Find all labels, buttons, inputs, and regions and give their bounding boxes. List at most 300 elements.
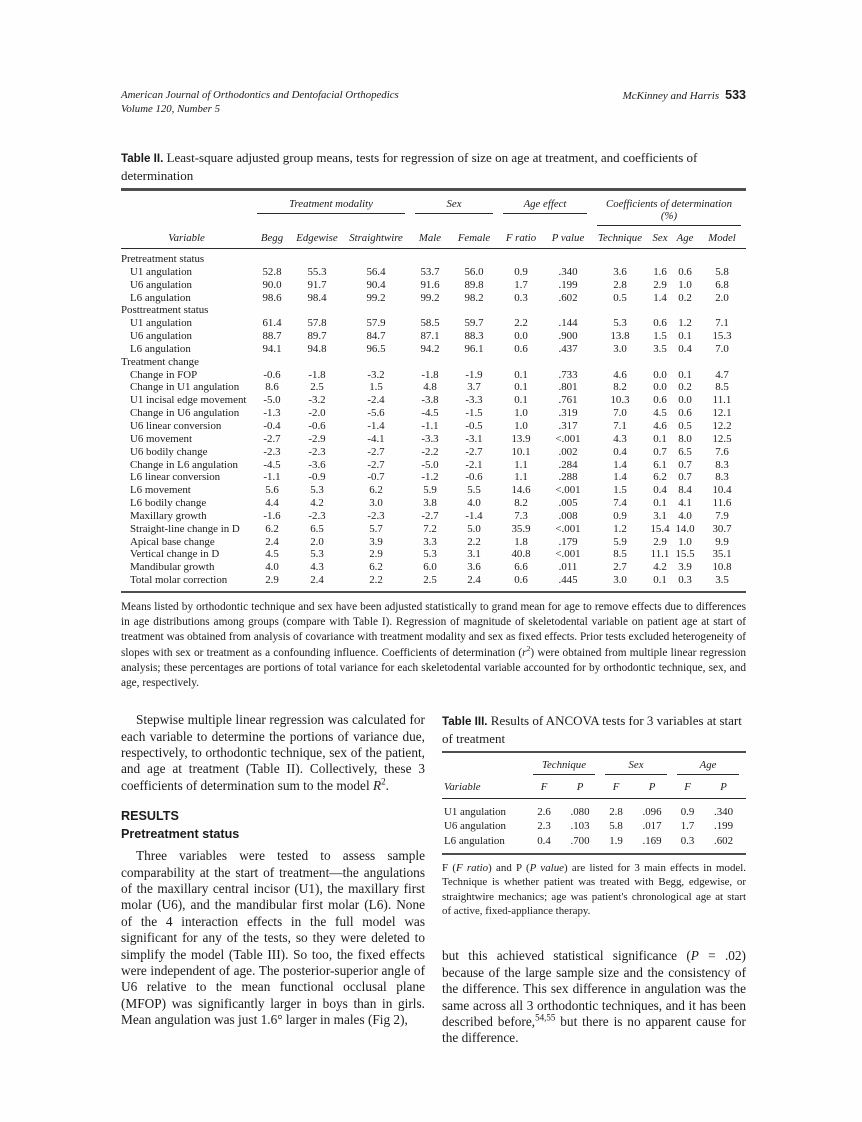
col-group-coefficients — [592, 198, 746, 226]
table2-value: 6.2 — [653, 471, 667, 484]
journal-volume: Volume 120, Number 5 — [121, 103, 220, 115]
table2-row-label: Vertical change in D — [130, 548, 220, 561]
col-header-straightwire: Straightwire — [349, 232, 403, 244]
table3-value: .199 — [713, 820, 734, 833]
table2-value: 6.5 — [678, 445, 692, 458]
table2-value: 3.9 — [678, 561, 692, 574]
table2-value: -1.5 — [465, 407, 483, 420]
table2-value: 8.5 — [715, 381, 729, 394]
table2-value: <.001 — [555, 432, 581, 445]
authors: McKinney and Harris — [622, 90, 720, 102]
table2-value: 2.9 — [369, 548, 383, 561]
table2-value: 5.8 — [715, 265, 729, 278]
table2-value: -1.8 — [308, 368, 326, 381]
table2-value: 2.4 — [310, 574, 324, 587]
table2-value: -1.8 — [421, 368, 439, 381]
table2-value: 94.2 — [420, 342, 440, 355]
table2-value: -4.1 — [367, 432, 385, 445]
table2-value: 5.9 — [613, 535, 627, 548]
table2-value: 14.6 — [511, 484, 531, 497]
table2-row-label: Change in U1 angulation — [130, 381, 240, 394]
table3-label: Table III. — [442, 715, 488, 729]
table2-value: .733 — [558, 368, 578, 381]
table2-group-header-row — [121, 191, 746, 226]
table3-value: 2.8 — [609, 806, 623, 819]
table2-value: 0.0 — [653, 368, 667, 381]
table2-row-label: Mandibular growth — [130, 561, 215, 574]
table2-value: 2.4 — [265, 535, 279, 548]
table2-value: -2.9 — [308, 432, 326, 445]
table2-row-label: L6 linear conversion — [130, 471, 221, 484]
table2-row-label: L6 angulation — [130, 342, 191, 355]
table2-value: 4.2 — [653, 561, 667, 574]
table2-value: 5.5 — [467, 484, 481, 497]
table2-row — [121, 561, 746, 574]
table2-row-label: Apical base change — [130, 535, 215, 548]
table2-value: 6.0 — [423, 561, 437, 574]
table2-value: 12.2 — [712, 419, 732, 432]
col-group-label: Treatment modality — [257, 198, 405, 214]
table2-value: .005 — [558, 497, 578, 510]
table2-row — [121, 394, 746, 407]
table2-value: 0.4 — [653, 484, 667, 497]
table2-value: -2.7 — [367, 445, 385, 458]
table2-row — [121, 381, 746, 394]
table2-value: 0.4 — [678, 342, 692, 355]
table2-value: 88.3 — [464, 330, 484, 343]
table2-section-row: Treatment change — [121, 355, 199, 368]
table2-value: 4.0 — [678, 509, 692, 522]
results-heading: RESULTS — [121, 809, 179, 824]
table2-value: -2.3 — [308, 509, 326, 522]
italic-P: P — [690, 948, 699, 964]
footnote-italic: P value — [529, 861, 564, 874]
table2-value: 13.9 — [511, 432, 531, 445]
table2-value: 5.7 — [369, 522, 383, 535]
table2-value: 8.2 — [613, 381, 627, 394]
table2-value: 3.8 — [423, 497, 437, 510]
table2-value: 0.0 — [653, 381, 667, 394]
table2-value: -2.3 — [263, 445, 281, 458]
table2-value: 4.7 — [715, 368, 729, 381]
table2-value: .008 — [558, 509, 578, 522]
table2-value: 0.2 — [678, 291, 692, 304]
table2-value: .144 — [558, 317, 578, 330]
paragraph-text: but there is no apparent cause for the difference. — [442, 1014, 746, 1046]
footnote-italic: F ratio — [455, 861, 489, 874]
paragraph-text: = .02) because of the large sample size and the consistency of the difference. This sex difference in angulation was the same across all 3 orthodontic techniques, and it has been described before, — [442, 948, 746, 1030]
table2-value: 94.8 — [307, 342, 327, 355]
table2-value: 13.8 — [610, 330, 630, 343]
table2-caption — [121, 150, 746, 184]
col-group-technique — [528, 759, 600, 775]
table2-row — [121, 420, 746, 433]
table2-value: 2.0 — [310, 535, 324, 548]
table3-caption — [442, 712, 746, 747]
table3-value: 1.9 — [609, 834, 623, 847]
table3-value: .700 — [570, 834, 590, 847]
table2-value: 11.1 — [650, 548, 670, 561]
table2-row-label: U1 incisal edge movement — [130, 394, 247, 407]
table2-value: -5.0 — [263, 394, 281, 407]
table2-value: 10.3 — [610, 394, 630, 407]
table2-value: -5.6 — [367, 407, 385, 420]
table2-row — [121, 343, 746, 356]
footnote-text: ) are listed for 3 main effects in model. Technique is whether patient was treated with Begg, edgewise, or straightwire mechanics; age was patient's chronological age at start of active, fixed-appliance therapy. — [442, 861, 747, 917]
table2-value: 12.1 — [712, 407, 732, 420]
table2-value: 0.3 — [678, 574, 692, 587]
table2-value: 7.3 — [514, 509, 528, 522]
table2-value: 59.7 — [464, 317, 484, 330]
table2-value: -2.1 — [465, 458, 483, 471]
table2-value: 0.9 — [514, 265, 528, 278]
table2-section-row: Pretreatment status — [121, 253, 205, 265]
table2-row — [121, 433, 746, 446]
table2-value: 6.2 — [369, 484, 383, 497]
table2-value: 9.9 — [715, 535, 729, 548]
table2-row-label: L6 bodily change — [130, 497, 207, 510]
table2-value: 14.0 — [675, 522, 695, 535]
table2-value: 4.0 — [467, 497, 481, 510]
table2-value: 2.2 — [467, 535, 481, 548]
table2-value: 6.6 — [514, 561, 528, 574]
paragraph-text: Stepwise multiple linear regression was calculated for each variable to determine the portions of variance due, respectively, to orthodontic technique, sex of the patient, and age at treatment (Table II). Collectively, these 3 coefficients of determination sum to the model — [121, 712, 425, 793]
table2-value: 2.2 — [369, 574, 383, 587]
table2-value: 6.2 — [369, 561, 383, 574]
table2-value: 10.8 — [712, 561, 732, 574]
table2-value: 7.2 — [423, 522, 437, 535]
table2-value: .284 — [558, 458, 578, 471]
table2-footnote — [121, 600, 746, 691]
table2-value: 35.1 — [712, 548, 732, 561]
table2-value: 0.0 — [678, 394, 692, 407]
table2-value: 1.0 — [514, 419, 528, 432]
col-group-label: Technique — [533, 759, 595, 775]
table2-value: 61.4 — [262, 317, 282, 330]
table2-value: -2.7 — [263, 432, 281, 445]
table2-row — [121, 317, 746, 330]
table3-column-header-row — [442, 775, 746, 799]
table2-value: 58.5 — [420, 317, 440, 330]
italic-R: R — [372, 777, 382, 793]
table2-value: 0.5 — [678, 419, 692, 432]
table2-value: .437 — [558, 342, 578, 355]
table2-value: 6.5 — [310, 522, 324, 535]
table2-value: 30.7 — [712, 522, 732, 535]
table2-value: 2.9 — [265, 574, 279, 587]
table2-value: 5.3 — [613, 317, 627, 330]
paragraph-stepwise-regression — [121, 712, 425, 794]
footnote-text: ) were obtained from multiple linear regression analysis; these percentages are portions of total variance for each skeletodental variable accounted for by orthodontic technique, sex, and age, respectively. — [121, 646, 746, 689]
table2-value: 0.6 — [514, 574, 528, 587]
table2-value: 3.6 — [613, 265, 627, 278]
table2-value: <.001 — [555, 522, 581, 535]
col-header-age: Age — [676, 232, 694, 244]
table2-row-label: U6 movement — [130, 432, 193, 445]
table2-value: 0.3 — [514, 291, 528, 304]
col-header-technique: Technique — [598, 232, 642, 244]
table2-value: 1.5 — [613, 484, 627, 497]
col-header-f-ratio: F ratio — [505, 232, 537, 244]
table2-value: -4.5 — [421, 407, 439, 420]
table3-row — [442, 834, 746, 848]
table2-value: 4.5 — [265, 548, 279, 561]
table2-row-label: U6 linear conversion — [130, 419, 222, 432]
col-header-p: P — [720, 781, 727, 794]
table2-value: 0.9 — [613, 509, 627, 522]
table2-value: 6.1 — [653, 458, 667, 471]
table2-value: -0.6 — [263, 368, 281, 381]
table2-value: 8.5 — [613, 548, 627, 561]
table2-row-label: L6 movement — [130, 484, 191, 497]
table2-value: 40.8 — [511, 548, 531, 561]
table2-value: 7.1 — [715, 317, 729, 330]
table2-caption-text: Least-square adjusted group means, tests for regression of size on age at treatment, and coefficients of determination — [121, 150, 698, 183]
pretreatment-status-heading: Pretreatment status — [121, 827, 240, 842]
table2-value: 0.2 — [678, 381, 692, 394]
paragraph-significance — [442, 948, 746, 1046]
table2-value: -1.1 — [421, 419, 439, 432]
table2-value: -0.9 — [308, 471, 326, 484]
col-group-age-effect — [498, 198, 592, 226]
table3-value: .169 — [642, 834, 662, 847]
table2-row-label: U1 angulation — [130, 317, 193, 330]
col-header-edgewise: Edgewise — [296, 232, 338, 244]
table2-value: 6.8 — [715, 278, 729, 291]
table2-column-header-row — [121, 226, 746, 249]
paragraph-text: . — [385, 777, 389, 793]
paragraph-text: but this achieved statistical significance ( — [442, 948, 691, 964]
table2-row — [121, 459, 746, 472]
table2-value: 3.3 — [423, 535, 437, 548]
table2-value: 88.7 — [262, 330, 282, 343]
table2-value: 5.0 — [467, 522, 481, 535]
table2-value: 3.5 — [715, 574, 729, 587]
table2-row — [121, 510, 746, 523]
table2-value: 0.1 — [678, 368, 692, 381]
page-number: 533 — [725, 88, 746, 102]
table2-value: -2.2 — [421, 445, 439, 458]
table2-value: 1.2 — [613, 522, 627, 535]
table2-value: .317 — [558, 419, 578, 432]
paragraph-three-variables: Three variables were tested to assess sample comparability at the start of treatment—the angulations of the maxillary central incisor (U1), the maxillary first molar (U6), and the mandibular first molar (L6). None of the 4 interaction effects in the full model was significant for any of the tests, so they were deleted to simplify the model (Table III). So too, the fixed effects were independent of age. The posterior-superior angle of U6 relative to the mean functional occlusal plane (MFOP) was significantly larger in boys than in girls. Mean angulation was just 1.6° larger in males (Fig 2), — [121, 848, 425, 1028]
table2-value: 98.6 — [262, 291, 282, 304]
table3-value: .017 — [642, 820, 662, 833]
table2-row — [121, 292, 746, 305]
table3-value: .080 — [570, 806, 590, 819]
table2-value: 2.9 — [653, 535, 667, 548]
table2-value: 55.3 — [307, 265, 327, 278]
table2-row — [121, 536, 746, 549]
table2-value: -3.2 — [367, 368, 385, 381]
table2-value: 0.7 — [678, 458, 692, 471]
table2-row — [121, 471, 746, 484]
table2-value: 4.6 — [613, 368, 627, 381]
table2-value: 0.1 — [514, 394, 528, 407]
table2-value: 4.6 — [653, 419, 667, 432]
col-header-sex: Sex — [652, 232, 668, 244]
table2-value: 15.5 — [675, 548, 695, 561]
table2-value: 0.1 — [653, 432, 667, 445]
table2-value: 3.1 — [653, 509, 667, 522]
footnote-text: Means listed by orthodontic technique and sex have been adjusted statistically to grand mean for age to remove effects due to differences in age distributions among groups (compare with Table I). Regression of magnitude of skeletodental variable on patient age at start of treatment was obtained from analysis of covariance with treatment modality and sex as fixed effects. Prior tests excluded heterogeneity of slopes with sex or treatment as a confounding influence. Coefficients of determination ( — [121, 600, 746, 659]
table2-row — [121, 548, 746, 561]
table2-row-label: L6 angulation — [130, 291, 191, 304]
table2-value: .801 — [558, 381, 578, 394]
table2-value: 2.5 — [310, 381, 324, 394]
table3-caption-text: Results of ANCOVA tests for 3 variables at start of treatment — [442, 713, 742, 747]
table2-value: -2.7 — [367, 458, 385, 471]
table2-value: 8.3 — [715, 458, 729, 471]
col-group-treatment-modality — [252, 198, 410, 226]
table2-value: -3.1 — [465, 432, 483, 445]
table2-value: -2.3 — [367, 509, 385, 522]
table2-row — [121, 266, 746, 279]
table2-value: 3.9 — [369, 535, 383, 548]
table2-value: 90.4 — [366, 278, 386, 291]
table2-value: -0.4 — [263, 419, 281, 432]
table2-value: 99.2 — [420, 291, 440, 304]
table2-value: 1.4 — [613, 471, 627, 484]
table2-value: 1.1 — [514, 471, 528, 484]
table2-value: -2.7 — [465, 445, 483, 458]
table2-value: 5.3 — [423, 548, 437, 561]
table2-value: 0.1 — [653, 497, 667, 510]
table2-value: 3.0 — [369, 497, 383, 510]
table3-value: .340 — [713, 806, 734, 819]
table2-value: -2.0 — [308, 407, 326, 420]
table2-value: 5.3 — [310, 548, 324, 561]
table2-value: -1.6 — [263, 509, 281, 522]
table2-value: 0.1 — [514, 381, 528, 394]
table2-row — [121, 484, 746, 497]
table2-value: 0.5 — [613, 291, 627, 304]
table2-value: 2.2 — [514, 317, 528, 330]
table2-value: 2.8 — [613, 278, 627, 291]
table2-value: 4.3 — [310, 561, 324, 574]
table2-value: 4.4 — [265, 497, 279, 510]
table2-value: 96.5 — [366, 342, 386, 355]
table2-value: 15.3 — [712, 330, 732, 343]
table2-row-label: U1 angulation — [130, 265, 193, 278]
table2-value: 15.4 — [650, 522, 670, 535]
table3-group-spacer — [442, 759, 528, 775]
table2-value: 1.4 — [653, 291, 667, 304]
table2-value: .602 — [558, 291, 578, 304]
table2-value: 4.0 — [265, 561, 279, 574]
footnote-italic: r — [522, 646, 527, 659]
table2-value: 1.6 — [653, 265, 667, 278]
table3-group-header-row — [442, 753, 746, 775]
table2-value: 1.7 — [514, 278, 528, 291]
table3-row-label: U6 angulation — [444, 820, 507, 833]
table2-value: 2.7 — [613, 561, 627, 574]
col-group-label: Sex — [415, 198, 493, 214]
table2-value: 0.7 — [653, 445, 667, 458]
table3-value: 1.7 — [680, 820, 695, 833]
table2-value: .761 — [558, 394, 578, 407]
table3-row-label: U1 angulation — [444, 806, 507, 819]
page-content — [121, 88, 746, 1047]
col-header-p: P — [576, 781, 584, 794]
table2-value: 11.1 — [712, 394, 732, 407]
table2-row-label: Change in U6 angulation — [130, 407, 240, 420]
table2-value: -3.6 — [308, 458, 326, 471]
table2-value: 6.2 — [265, 522, 279, 535]
table2-value: 7.6 — [715, 445, 729, 458]
table2-value: 53.7 — [420, 265, 440, 278]
col-header-begg: Begg — [260, 232, 284, 244]
table2-group-spacer — [121, 198, 252, 226]
table2-value: -3.8 — [421, 394, 439, 407]
table2-value: 89.8 — [464, 278, 484, 291]
table3-row-label: L6 angulation — [444, 834, 505, 847]
col-group-sex — [600, 759, 672, 775]
table2-value: 10.4 — [712, 484, 732, 497]
table2-value: -2.4 — [367, 394, 385, 407]
table2-value: -3.2 — [308, 394, 326, 407]
col-header-f: F — [612, 781, 620, 794]
table3-value: 5.8 — [609, 820, 623, 833]
table2-value: .002 — [558, 445, 578, 458]
col-header-male: Male — [418, 232, 442, 244]
table2-value: .011 — [558, 561, 578, 574]
table2-value: 1.0 — [514, 407, 528, 420]
col-header-variable: Variable — [168, 232, 205, 244]
table3-value: .103 — [570, 820, 590, 833]
col-header-p-value: P value — [551, 232, 585, 244]
table2-value: 98.2 — [464, 291, 484, 304]
table2-value: 2.4 — [467, 574, 481, 587]
running-head — [121, 88, 746, 116]
table2-value: 4.3 — [613, 432, 627, 445]
table2-value: .340 — [558, 265, 578, 278]
table2-value: 1.0 — [678, 535, 692, 548]
table2-value: 1.1 — [514, 458, 528, 471]
table2-row — [121, 574, 746, 587]
running-head-left — [121, 88, 399, 116]
table2-value: 4.2 — [310, 497, 324, 510]
table3-value: 0.4 — [537, 834, 551, 847]
table2-label: Table II. — [121, 152, 164, 165]
table2-value: -0.6 — [308, 419, 326, 432]
table2-value: 1.2 — [678, 317, 692, 330]
table2-value: -3.3 — [421, 432, 439, 445]
table2-value: 2.5 — [423, 574, 437, 587]
col-header-f: F — [684, 781, 691, 794]
table2-row-label: Straight-line change in D — [130, 522, 240, 535]
table2-value: 84.7 — [366, 330, 386, 343]
footnote-text: ) and P ( — [488, 861, 530, 874]
table2-value: 7.0 — [715, 342, 729, 355]
table2-value: -1.4 — [465, 509, 483, 522]
table2-value: -1.2 — [421, 471, 439, 484]
table2-value: -0.5 — [465, 419, 483, 432]
table2-value: 0.0 — [514, 330, 528, 343]
table2-value: 0.6 — [653, 394, 667, 407]
table2-row-label: Maxillary growth — [130, 509, 207, 522]
table2-value: 7.1 — [613, 419, 627, 432]
table2-value: -1.1 — [263, 471, 281, 484]
footnote-superscript: 2 — [526, 643, 531, 653]
table2-row — [121, 523, 746, 536]
col-group-label: Age — [677, 759, 739, 775]
col-header-model: Model — [708, 232, 736, 244]
table2-value: 57.9 — [366, 317, 386, 330]
journal-title: American Journal of Orthodontics and Dentofacial Orthopedics — [121, 89, 399, 101]
col-header-f: F — [540, 781, 548, 794]
table2-value: 0.6 — [514, 342, 528, 355]
